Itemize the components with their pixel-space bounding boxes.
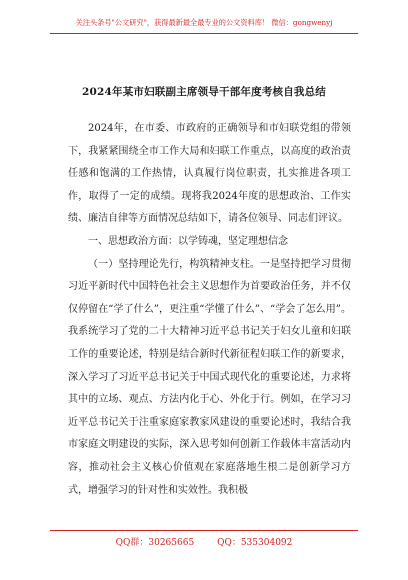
header-notice: 关注头条号"公文研究"，获得最新最全最专业的公文资料库！ 微信：gongwenyj [75,18,333,27]
footer-qq-group: QQ群：30265665 [115,538,195,548]
document-body [68,118,351,502]
footer-contact-bar [50,530,358,548]
footer-qq: QQ：535304092 [217,538,293,548]
intro-paragraph: 2024年，在市委、市政府的正确领导和市妇联党组的带领下，我紧紧围绕全市工作大局和妇联工作重点，以高度的政治责任感和饱满的工作热情，认真履行岗位职责，扎实推进各项工作，取得了一定的成绩。现将我2024年度的思想政治、工作实绩、廉洁自律等方面情况总结如下，请各位领导、同志们评议。 [68,123,351,225]
header-notice-bar [50,18,358,34]
subsection-paragraph: （一）坚持理论先行，构筑精神支柱。一是坚持把学习贯彻习近平新时代中国特色社会主义思想作为首要政治任务，并不仅仅停留在“学了什么”，更注重“学懂了什么”、“学会了怎么用”。我系统学习了党的二十大精神习近平总书记关于妇女儿童和妇联工作的重要论述，特别是结合新时代新征程妇联工作的新要求，深入学习了习近平总书记关于中国式现代化的重要论述，力求将其中的立场、观点、方法内化于心、外化于行。例如，在学习习近平总书记关于注重家庭家教家风建设的重要论述时，我结合我市家庭文明建设的实际，深入思考如何创新工作载体丰富活动内容，推动社会主义核心价值观在家庭落地生根二是创新学习方式，增强学习的针对性和实效性。我积极 [68,258,351,496]
document-title: 2024年某市妇联副主席领导干部年度考核自我总结 [81,86,327,98]
section-heading: 一、思想政治方面：以学铸魂，坚定理想信念 [88,235,288,247]
